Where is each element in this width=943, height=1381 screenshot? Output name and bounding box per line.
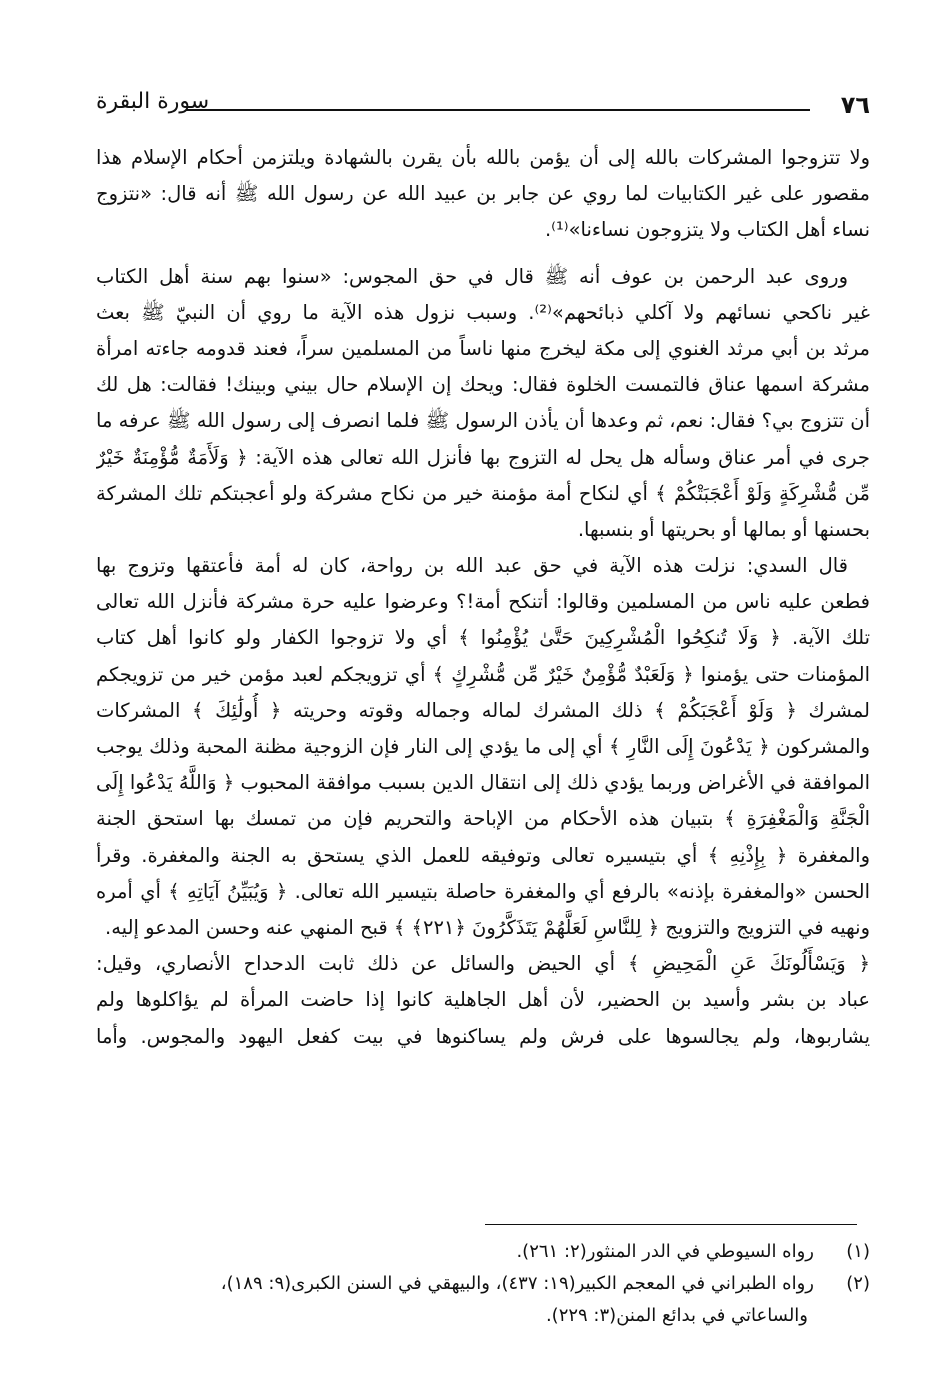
- text-line: ونهيه في التزويج والتزويج ﴿ لِلنَّاسِ لَعَلَّهُمْ يَتَذَكَّرُونَ ﴿٢٢١﴾ ﴾ قبح المنهي عنه وحسن المدعو إليه.: [105, 915, 870, 939]
- text-line: غير ناكحي نسائهم ولا آكلي ذبائحهم»⁽²⁾. وسبب نزول هذه الآية ما روي أن النبيّ ﷺ بعث: [96, 300, 870, 324]
- text-line: قال السدي: نزلت هذه الآية في حق عبد الله بن رواحة، كان له أمة فأعتقها وتزوج بها: [96, 554, 848, 578]
- footnote-text: والساعاتي في بدائع المنن(٣: ٢٢٩).: [545, 1305, 808, 1326]
- text-line: وروى عبد الرحمن بن عوف أنه ﷺ قال في حق المجوس: «سنوا بهم سنة أهل الكتاب: [96, 264, 848, 288]
- footnote-number: (٢): [846, 1273, 870, 1294]
- text-line: والمغفرة ﴿ بِإِذْنِهِ ﴾ أي بتيسيره تعالى وتوفيقه للعمل الذي يستحق به الجنة والمغفرة. وقرأ: [96, 843, 870, 867]
- text-line: نساء أهل الكتاب ولا يتزوجون نساءنا»⁽¹⁾.: [544, 218, 870, 242]
- page-number: ٧٦: [840, 91, 870, 119]
- footnotes: [96, 1236, 870, 1332]
- footnote-text: رواه السيوطي في الدر المنثور(٢: ٢٦١).: [516, 1241, 814, 1262]
- text-line: تلك الآية. ﴿ وَلَا تُنكِحُوا الْمُشْرِكِينَ حَتَّىٰ يُؤْمِنُوا ﴾ أي ولا تزوجوا الكفار ولو كانوا أهل كتاب: [96, 626, 870, 650]
- text-line: مرثد بن أبي مرثد الغنوي إلى مكة ليخرج منها ناساً من المسلمين سراً، فعند قدومه جاءته امرأة: [96, 336, 870, 360]
- text-line: ولا تتزوجوا المشركات بالله إلى أن يؤمن بالله بأن يقرن بالشهادة ويلتزمن أحكام الإسلام هذا: [96, 146, 870, 169]
- text-line: أن تتزوج بي؟ فقال: نعم، ثم وعدها أن يأذن الرسول ﷺ فلما انصرف إلى رسول الله ﷺ عرفه ما: [96, 409, 870, 433]
- text-line: الْجَنَّةِ وَالْمَغْفِرَةِ ﴾ بتبيان هذه الأحكام من الإباحة والتحريم فإن من تمسك بها استحق الجنة: [96, 807, 870, 831]
- text-line: مشركة اسمها عناق فالتمست الخلوة فقال: ويحك إن الإسلام حال بيني وبينك! فقالت: هل لك: [96, 373, 870, 397]
- text-line: مِّن مُّشْرِكَةٍ وَلَوْ أَعْجَبَتْكُمْ ﴾ أي لنكاح أمة مؤمنة خير من نكاح مشركة ولو أعجبتكم تلك المشركة: [96, 481, 870, 505]
- main-text: [96, 140, 870, 1055]
- text-line: يشاربوها، ولم يجالسوها على فرش ولم يساكنوها في بيت كفعل اليهود والمجوس. وأما: [96, 1024, 870, 1048]
- footnote-2-continued: [96, 1300, 870, 1332]
- text-line: والمشركون ﴿ يَدْعُونَ إِلَى النَّارِ ﴾ أي إلى ما يؤدي إلى النار فإن الزوجية مظنة المحبة وذلك يوجب: [96, 735, 870, 758]
- text-line: الحسن «والمغفرة بإذنه» بالرفع أي والمغفرة حاصلة بتيسير الله تعالى. ﴿ وَيُبَيِّنُ آيَاتِهِ ﴾ أي أمره: [96, 879, 870, 903]
- text-line: مقصور على غير الكتابيات لما روي عن جابر بن عبيد الله عن رسول الله ﷺ أنه قال: «نتزوج: [96, 182, 870, 206]
- surah-name: سورة البقرة: [96, 89, 210, 114]
- text-line: لمشرك ﴿ وَلَوْ أَعْجَبَكُمْ ﴾ ذلك المشرك لماله وجماله وقوته وحريته ﴿ أُولَٰئِكَ ﴾ المشركات: [96, 698, 870, 722]
- text-line: بحسنها أو بمالها أو بحريتها أو بنسبها.: [577, 517, 870, 541]
- running-head: [96, 86, 870, 120]
- text-line: ﴿ وَيَسْأَلُونَكَ عَنِ الْمَحِيضِ ﴾ أي الحيض والسائل عن ذلك ثابت الدحداح الأنصاري، وقيل:: [96, 952, 870, 976]
- text-line: فطعن عليه ناس من المسلمين وقالوا: أتنكح أمة!؟ وعرضوا عليه حرة مشركة فأنزل الله تعالى: [96, 590, 870, 614]
- footnote-separator: [485, 1224, 857, 1225]
- text-line: المؤمنات حتى يؤمنوا ﴿ وَلَعَبْدٌ مُّؤْمِنٌ خَيْرٌ مِّن مُّشْرِكٍ ﴾ أي تزويجكم لعبد مؤمن خير من تزويجكم: [96, 662, 870, 686]
- footnote-2: [96, 1268, 870, 1300]
- text-line: الموافقة في الأغراض وربما يؤدي ذلك إلى انتقال الدين بسبب موافقة المحبوب ﴿ وَاللَّهُ يَدْعُوا إِلَى: [96, 771, 870, 795]
- footnote-number: (١): [846, 1241, 870, 1262]
- footnote-1: [96, 1236, 870, 1268]
- text-line: جرى في أمر عناق وسأله هل يحل له التزوج بها فأنزل الله تعالى هذه الآية: ﴿ وَلَأَمَةٌ مُّؤْمِنَةٌ خَيْرٌ: [96, 445, 870, 469]
- header-rule: [186, 109, 810, 111]
- footnote-text: رواه الطبراني في المعجم الكبير(١٩: ٤٣٧)، والبيهقي في السنن الكبرى(٩: ١٨٩)،: [220, 1273, 814, 1294]
- text-line: عباد بن بشر وأسيد بن الحضير، لأن أهل الجاهلية كانوا إذا حاضت المرأة لم يؤاكلوها ولم: [96, 988, 870, 1012]
